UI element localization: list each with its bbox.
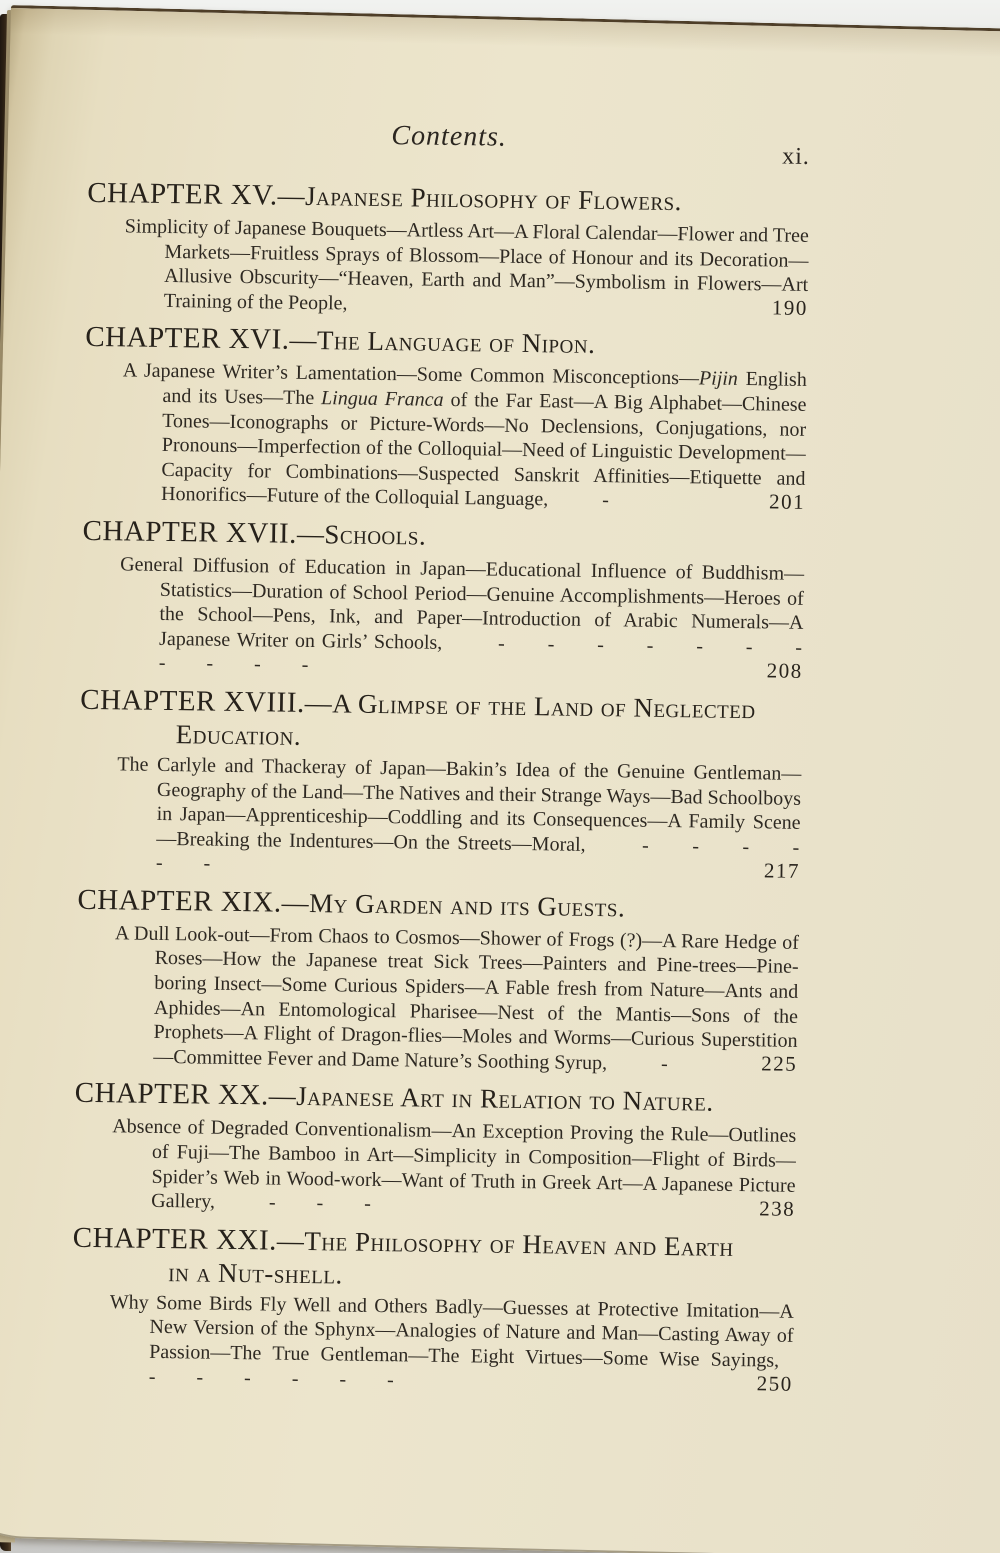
chapter-number: CHAPTER XVI. bbox=[85, 321, 290, 357]
chapter-summary bbox=[75, 921, 799, 1079]
summary-text: English and its Uses—The bbox=[162, 368, 807, 410]
chapter-page-number: 238 bbox=[759, 1196, 796, 1221]
table-of-contents bbox=[71, 178, 810, 1398]
chapter-title: —Schools. bbox=[296, 518, 427, 551]
chapter-entry bbox=[71, 1223, 795, 1398]
chapter-heading bbox=[72, 1223, 795, 1297]
page-content bbox=[71, 116, 811, 1408]
chapter-title: —A Glimpse of the Land of Neglected bbox=[304, 687, 756, 725]
chapter-title-line2: Education. bbox=[175, 719, 302, 751]
dash-leaders: - - - - - - bbox=[155, 833, 801, 875]
summary-text: General Diffusion of Education in Japan—Educational Influence of Buddhism—Statistics—Duration of School Period—Genuine Accomplishments—Heroes of the School—Pens, Ink, and Paper—Introduction of Arabic Numerals—A Japanese Writer on Girls’ Schools, bbox=[119, 553, 805, 654]
chapter-page-number: 225 bbox=[761, 1051, 798, 1077]
contents-title: Contents. bbox=[391, 120, 508, 153]
chapter-summary-row bbox=[73, 1114, 796, 1222]
dash-leaders: - - - - - - bbox=[148, 1365, 395, 1391]
summary-text: Why Some Birds Fly Well and Others Badly—Guesses at Protective Imitation—A New Version of the Sphynx—Analogies of Nature and Man—Casting Away of Passion—The True Gentleman—The Eight Virtues—Some Wise Sayings, bbox=[109, 1291, 794, 1372]
chapter-summary-row bbox=[75, 921, 799, 1079]
chapter-number: CHAPTER XX. bbox=[74, 1077, 269, 1112]
italic-term: Lingua Franca bbox=[320, 387, 444, 411]
chapter-summary-row bbox=[83, 358, 807, 516]
chapter-summary bbox=[86, 214, 809, 322]
summary-text: A Dull Look-out—From Chaos to Cosmos—Shower of Frogs (?)—A Rare Hedge of Roses—How the Japanese treat Sick Trees—Painters and Pine-trees—Pine-boring Insect—Some Curious Spiders—A Fable fresh from Nature—Ants and Aphides—An Entomological Pharisee—Nest of the Mantis—Sons of the Prophets—A Flight of Dragon-flies—Moles and Worms—Curious Superstition—Committee Fever and Dame Nature’s Soothing Syrup, bbox=[114, 922, 800, 1075]
book-page bbox=[0, 5, 1000, 1553]
chapter-page-number: 201 bbox=[768, 489, 806, 514]
chapter-number: CHAPTER XVII. bbox=[82, 514, 298, 550]
dash-leaders: - bbox=[562, 488, 611, 512]
chapter-title-line2: in a Nut-shell. bbox=[168, 1256, 343, 1290]
dash-leaders: - - - bbox=[228, 1191, 373, 1216]
chapter-entry bbox=[78, 685, 803, 885]
chapter-summary-row bbox=[78, 752, 802, 885]
summary-text: of the Far East—A Big Alphabet—Chinese Tones—Iconographs or Picture-Words—No Declensions, Conjugations, nor Pronouns—Imperfection of the Colloquial—Need of Linguistic Development—Capacity for Combinations—Suspected Sanskrit Affinities—Etiquette and Honorifics—Future of the Colloquial Language, bbox=[160, 388, 807, 511]
chapter-title: —Japanese Art in Relation to Nature. bbox=[268, 1080, 714, 1118]
chapter-page-number: 250 bbox=[756, 1371, 793, 1396]
chapter-title: —The Philosophy of Heaven and Earth bbox=[276, 1225, 734, 1262]
chapter-summary bbox=[81, 552, 805, 685]
chapter-summary-row bbox=[71, 1290, 794, 1398]
chapter-entry bbox=[86, 178, 810, 322]
chapter-summary bbox=[71, 1290, 794, 1398]
chapter-summary-row bbox=[86, 214, 809, 322]
dash-leaders: - - - - - - - - - - - bbox=[158, 631, 804, 677]
chapter-entry bbox=[73, 1078, 797, 1222]
chapter-title: —My Garden and its Guests. bbox=[281, 887, 626, 923]
chapter-number: CHAPTER XIX. bbox=[77, 883, 282, 919]
chapter-summary bbox=[73, 1114, 796, 1222]
chapter-summary bbox=[78, 752, 802, 885]
chapter-number: CHAPTER XVIII. bbox=[80, 683, 305, 719]
chapter-heading bbox=[80, 685, 803, 759]
chapter-page-number: 208 bbox=[766, 658, 803, 683]
chapter-entry bbox=[83, 322, 807, 516]
dash-leaders: - bbox=[620, 1052, 669, 1075]
summary-text: Simplicity of Japanese Bouquets—Artless Art—A Floral Calendar—Flower and Tree Markets—Fruitless Sprays of Blossom—Place of Honour and its Decoration—Allusive Obscurity—“Heaven, Earth and Man”—Symbolism in Flowers—Art Training of the People, bbox=[124, 215, 809, 315]
chapter-summary-row bbox=[81, 552, 805, 685]
chapter-page-number: 217 bbox=[763, 858, 801, 883]
chapter-entry bbox=[75, 885, 799, 1079]
summary-text: A Japanese Writer’s Lamentation—Some Common Misconceptions— bbox=[122, 359, 700, 390]
chapter-title: —Japanese Philosophy of Flowers. bbox=[277, 180, 683, 217]
chapter-summary bbox=[83, 358, 807, 516]
chapter-title: —The Language of Nipon. bbox=[289, 325, 596, 360]
running-head bbox=[88, 116, 811, 188]
summary-text: The Carlyle and Thackeray of Japan—Bakin’s Idea of the Genuine Gentleman—Geography of the Land—The Natives and their Strange Ways—Bad Schoolboys in Japan—Apprenticeship—Coddling and its Consequences—A Family Scene—Breaking the Indentures—On the Streets—Moral, bbox=[117, 753, 802, 856]
folio-page-number: xi. bbox=[782, 143, 811, 170]
italic-term: Pijin bbox=[698, 367, 739, 391]
chapter-number: CHAPTER XXI. bbox=[72, 1221, 278, 1257]
summary-text: Absence of Degraded Conventionalism—An Exception Proving the Rule—Outlines of Fuji—The Bamboo in Art—Simplicity in Composition—Flight of Birds—Spider’s Web in Wood-work—Want of Truth in Greek Art—A Japanese Picture Gallery, bbox=[112, 1115, 797, 1213]
chapter-page-number: 190 bbox=[771, 295, 808, 321]
chapter-number: CHAPTER XV. bbox=[87, 176, 278, 212]
chapter-entry bbox=[81, 516, 805, 685]
